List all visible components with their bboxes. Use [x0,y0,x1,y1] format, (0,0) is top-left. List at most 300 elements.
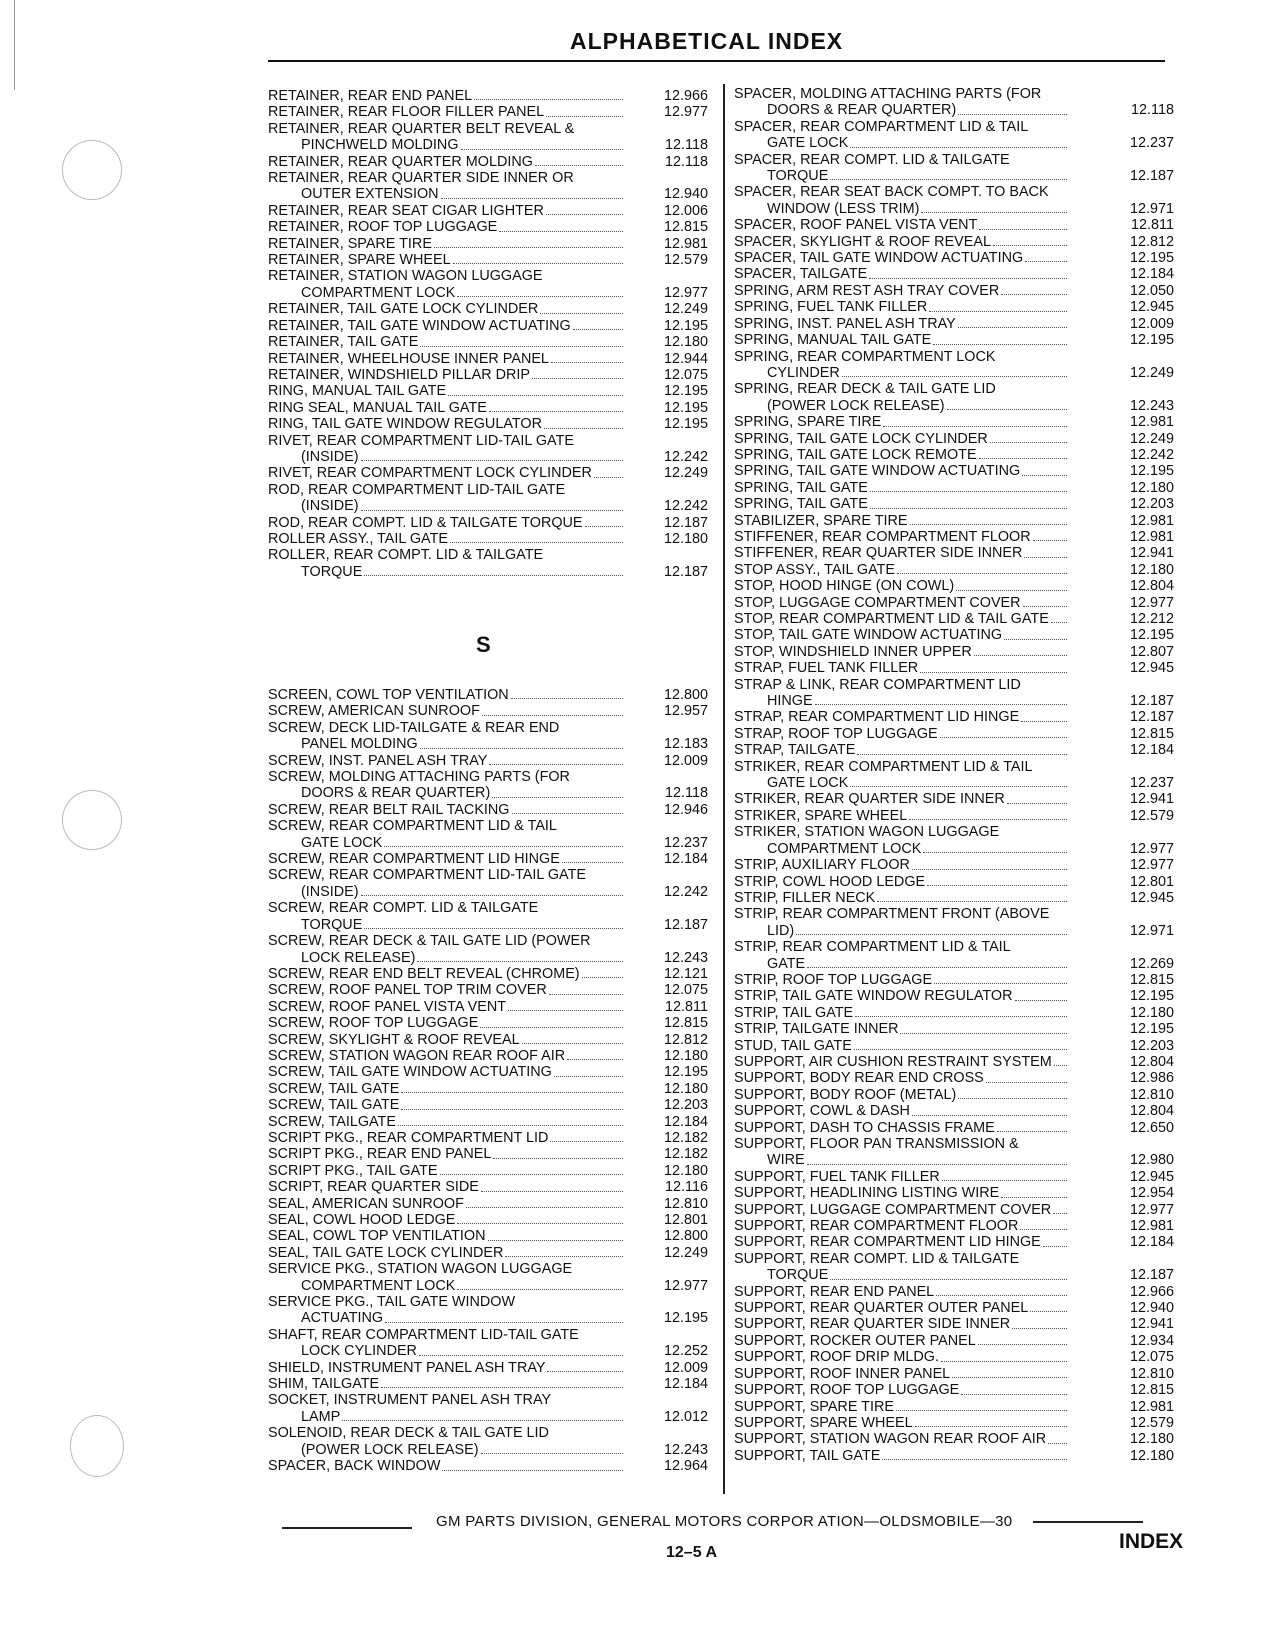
index-label: INDEX [1119,1530,1184,1553]
dot-leader [419,1355,623,1356]
dot-leader [1024,557,1067,558]
index-entry-page: 12.182 [663,1146,708,1163]
index-entry-text: STIFFENER, REAR QUARTER SIDE INNER [734,545,1023,562]
dot-leader [897,573,1067,574]
index-entry [734,1218,1174,1234]
index-entry [268,999,708,1015]
index-entry-page: 12.944 [663,350,708,367]
index-entry-text: RETAINER, REAR END PANEL [268,88,473,104]
index-entry-text: STABILIZER, SPARE TIRE [734,512,908,529]
index-entry-text: SUPPORT, FUEL TANK FILLER [734,1168,940,1185]
index-entry-page: 12.945 [1129,889,1174,906]
footer-rule-left [282,1527,412,1529]
index-entry-page: 12.184 [663,1113,708,1130]
index-entry-page: 12.800 [663,687,708,703]
dot-leader [1033,540,1067,541]
index-entry-page: 12.815 [663,1015,708,1032]
index-entry [268,104,708,120]
index-entry-text: PANEL MOLDING [301,736,418,753]
index-entry [734,1251,1174,1267]
index-entry-text: STRAP, FUEL TANK FILLER [734,660,919,677]
index-entry-text: RETAINER, REAR QUARTER BELT REVEAL & [268,120,575,137]
index-entry-text: SCREW, ROOF PANEL TOP TRIM COVER [268,982,547,999]
index-entry-page: 12.195 [663,1064,708,1081]
index-entry [268,1261,708,1277]
dot-leader [929,311,1067,312]
index-entry-text: RETAINER, REAR SEAT CIGAR LIGHTER [268,202,544,219]
dot-leader [547,1371,623,1372]
index-entry-page: 12.075 [663,366,708,383]
dot-leader [912,869,1067,870]
index-entry-text: COMPARTMENT LOCK [301,1277,456,1294]
index-entry-text: SCREW, TAIL GATE WINDOW ACTUATING [268,1064,552,1081]
index-entry [268,449,708,465]
index-entry-text: SUPPORT, SPARE WHEEL [734,1414,913,1431]
dot-leader [480,1027,623,1028]
dot-leader [381,1387,623,1388]
index-entry-text: SUPPORT, LUGGAGE COMPARTMENT COVER [734,1201,1052,1218]
index-entry-text: STRIKER, REAR COMPARTMENT LID & TAIL [734,758,1033,775]
index-entry-page: 12.804 [1129,578,1174,595]
index-entry-page: 12.966 [1129,1283,1174,1300]
dot-leader [942,1180,1067,1181]
index-entry-text: STOP, HOOD HINGE (ON COWL) [734,578,955,595]
index-entry-text: SPRING, TAIL GATE LOCK REMOTE [734,446,977,463]
index-entry-text: SPACER, REAR SEAT BACK COMPT. TO BACK [734,184,1049,201]
index-entry [734,135,1174,151]
index-entry [268,884,708,900]
index-entry [268,1327,708,1343]
dot-leader [546,214,623,215]
index-entry-text: SEAL, AMERICAN SUNROOF [268,1195,464,1212]
index-entry [734,923,1174,939]
index-entry [734,578,1174,594]
dot-leader [554,1076,623,1077]
dot-leader [474,99,623,100]
index-entry [268,433,708,449]
index-entry [268,1114,708,1130]
index-entry-text: SPRING, FUEL TANK FILLER [734,299,928,316]
index-entry [268,736,708,752]
index-entry-text: SCRIPT PKG., REAR COMPARTMENT LID [268,1129,549,1146]
index-entry [268,351,708,367]
dot-leader [505,1256,623,1257]
index-entry-text: ACTUATING [301,1310,384,1327]
index-entry-page: 12.811 [1131,217,1174,234]
index-entry-page: 12.118 [1131,102,1174,119]
index-entry [734,1152,1174,1168]
index-entry [734,627,1174,643]
index-entry [734,906,1174,922]
index-entry-text: (POWER LOCK RELEASE) [301,1441,479,1458]
index-entry-text: STRIP, ROOF TOP LUGGAGE [734,971,933,988]
dot-leader [493,1158,623,1159]
index-entry-page: 12.009 [663,752,708,769]
index-entry-text: LAMP [301,1408,341,1425]
dot-leader [877,901,1067,902]
index-entry-text: STRIP, AUXILIARY FLOOR [734,857,910,874]
index-entry-text: STRIP, REAR COMPARTMENT LID & TAIL [734,939,1011,956]
index-entry-text: RETAINER, REAR QUARTER MOLDING [268,153,533,170]
index-entry-text: SPRING, REAR COMPARTMENT LOCK [734,348,996,365]
index-entry-page: 12.203 [663,1097,708,1114]
index-entry-text: STRAP, TAILGATE [734,742,856,759]
index-entry-text: WINDOW (LESS TRIM) [767,200,920,217]
index-entry-page: 12.941 [1129,1316,1174,1333]
dot-leader [398,1125,623,1126]
index-entry-page: 12.249 [1129,430,1174,447]
index-entry-page: 12.980 [1129,1152,1174,1169]
index-entry [734,1399,1174,1415]
index-entry [268,416,708,432]
index-entry [734,841,1174,857]
dot-leader [990,442,1067,443]
index-entry-text: STOP, LUGGAGE COMPARTMENT COVER [734,594,1021,611]
index-entry-page: 12.934 [1129,1332,1174,1349]
dot-leader [585,526,623,527]
dot-leader [934,983,1067,984]
index-entry-page: 12.977 [1129,594,1174,611]
index-entry-text: STRAP & LINK, REAR COMPARTMENT LID [734,676,1021,693]
index-entry [268,236,708,252]
dot-leader [910,524,1067,525]
index-entry [734,447,1174,463]
index-entry [268,769,708,785]
dot-leader [842,376,1067,377]
dot-leader [921,212,1067,213]
index-entry [734,1120,1174,1136]
index-entry-page: 12.940 [1129,1300,1174,1317]
index-entry-text: STIFFENER, REAR COMPARTMENT FLOOR [734,528,1031,545]
dot-leader [401,1109,623,1110]
index-entry-text: OUTER EXTENSION [301,186,439,203]
dot-leader [869,278,1067,279]
index-entry [734,1103,1174,1119]
index-entry-page: 12.118 [665,153,708,170]
index-entry [734,595,1174,611]
index-entry [734,1202,1174,1218]
dot-leader [978,1344,1067,1345]
index-entry-page: 12.981 [1129,1398,1174,1415]
index-entry [734,988,1174,1004]
index-entry [734,332,1174,348]
index-entry-text: SUPPORT, BODY REAR END CROSS [734,1070,984,1087]
index-entry [268,982,708,998]
index-entry [734,1005,1174,1021]
index-entry-page: 12.195 [663,399,708,416]
index-entry-text: SPACER, BACK WINDOW [268,1458,441,1475]
index-entry-page: 12.964 [663,1458,708,1475]
index-entry-page: 12.243 [663,949,708,966]
dot-leader [522,1043,623,1044]
index-entry [268,1310,708,1326]
dot-leader [1030,1311,1067,1312]
index-entry-page: 12.815 [1129,1382,1174,1399]
index-entry [734,398,1174,414]
dot-leader [364,575,623,576]
index-entry [734,414,1174,430]
index-entry [734,513,1174,529]
index-entry [268,1409,708,1425]
index-entry-text: SPRING, TAIL GATE [734,479,868,496]
index-entry [734,824,1174,840]
index-entry-text: LOCK RELEASE) [301,949,416,966]
dot-leader [952,1377,1067,1378]
index-entry-text: RING, MANUAL TAIL GATE [268,383,447,400]
index-entry [268,400,708,416]
index-entry [268,1458,708,1474]
index-entry-text: STOP ASSY., TAIL GATE [734,561,896,578]
index-entry [734,1136,1174,1152]
title-rule [268,60,1165,62]
index-entry-page: 12.237 [1129,775,1174,792]
index-entry-page: 12.182 [663,1129,708,1146]
punch-hole-mark [70,1415,124,1477]
dot-leader [857,754,1067,755]
dot-leader [492,797,623,798]
index-entry-text: SPACER, REAR COMPARTMENT LID & TAIL [734,118,1029,135]
index-entry-text: TORQUE [301,563,363,580]
dot-leader [958,114,1067,115]
dot-leader [481,1453,623,1454]
dot-leader [546,116,623,117]
index-entry [734,1300,1174,1316]
index-entry-text: SCREW, REAR COMPT. LID & TAILGATE [268,900,539,917]
index-entry-text: GATE [767,955,806,972]
index-entry-text: STRIKER, SPARE WHEEL [734,807,908,824]
dot-leader [979,229,1067,230]
index-entry [268,482,708,498]
index-entry-page: 12.242 [663,498,708,515]
index-entry-text: SUPPORT, HEADLINING LISTING WIRE [734,1185,1000,1202]
index-entry-text: SERVICE PKG., STATION WAGON LUGGAGE [268,1261,573,1278]
index-entry-page: 12.195 [663,317,708,334]
index-entry-text: SPRING, MANUAL TAIL GATE [734,332,932,349]
index-entry-page: 12.203 [1129,1037,1174,1054]
index-entry [268,547,708,563]
index-entry-text: RETAINER, WHEELHOUSE INNER PANEL [268,350,549,367]
index-entry-page: 12.180 [1129,561,1174,578]
index-entry-text: RIVET, REAR COMPARTMENT LID-TAIL GATE [268,432,574,449]
dot-leader [544,428,623,429]
index-entry-text: SPRING, SPARE TIRE [734,414,882,431]
dot-leader [442,1470,623,1471]
index-entry [734,1415,1174,1431]
index-entry [268,170,708,186]
index-entry-page: 12.121 [663,965,708,982]
dot-leader [1025,261,1067,262]
index-entry [268,121,708,137]
index-entry-page: 12.815 [1129,971,1174,988]
dot-leader [361,510,623,511]
index-entry [734,496,1174,512]
index-entry [734,283,1174,299]
index-entry-page: 12.012 [663,1408,708,1425]
dot-leader [549,994,623,995]
index-entry-page: 12.811 [665,998,708,1015]
index-entry [268,1048,708,1064]
dot-leader [830,179,1067,180]
dot-leader [923,852,1067,853]
index-entry [734,562,1174,578]
index-entry-text: SUPPORT, FLOOR PAN TRANSMISSION & [734,1136,1019,1152]
index-entry-text: SPRING, REAR DECK & TAIL GATE LID [734,381,996,398]
index-entry [268,917,708,933]
dot-leader [551,362,623,363]
index-entry-text: SPRING, TAIL GATE LOCK CYLINDER [734,430,988,447]
dot-leader [508,1010,623,1011]
index-entry [268,268,708,284]
index-entry-text: SPACER, TAILGATE [734,266,868,283]
index-entry-page: 12.118 [665,785,708,802]
index-entry-text: SCREW, TAIL GATE [268,1080,400,1097]
index-entry [268,465,708,481]
index-entry [268,1196,708,1212]
index-entry-text: SPACER, TAIL GATE WINDOW ACTUATING [734,250,1024,267]
dot-leader [1043,1246,1067,1247]
index-entry [734,939,1174,955]
index-entry-page: 12.187 [663,916,708,933]
index-entry-page: 12.977 [1129,1201,1174,1218]
index-entry-page: 12.977 [663,104,708,121]
index-entry [268,1425,708,1441]
index-entry [268,1179,708,1195]
index-entry-text: PINCHWELD MOLDING [301,137,459,154]
index-entry-text: RING, TAIL GATE WINDOW REGULATOR [268,416,542,433]
index-entry-text: SUPPORT, SPARE TIRE [734,1398,894,1415]
dot-leader [420,748,623,749]
index-entry-page: 12.187 [663,563,708,580]
index-entry-page: 12.946 [663,801,708,818]
index-entry [268,720,708,736]
index-entry [734,644,1174,660]
index-entry-text: STRIP, TAIL GATE WINDOW REGULATOR [734,988,1013,1005]
dot-leader [567,1059,623,1060]
dot-leader [1020,1229,1067,1230]
index-entry-page: 12.249 [663,1244,708,1261]
index-entry-page: 12.116 [665,1179,708,1196]
index-entry-page: 12.940 [663,186,708,203]
dot-leader [434,247,623,248]
index-entry-page: 12.579 [663,252,708,269]
index-entry [734,217,1174,233]
index-entry-page: 12.941 [1129,545,1174,562]
index-entry-text: SCREW, MOLDING ATTACHING PARTS (FOR [268,769,570,786]
dot-leader [815,704,1067,705]
index-entry-text: SUPPORT, REAR QUARTER SIDE INNER [734,1316,1011,1333]
dot-leader [1053,1213,1067,1214]
index-entry [734,775,1174,791]
index-entry-text: SEAL, COWL TOP VENTILATION [268,1228,486,1245]
index-entry [268,252,708,268]
dot-leader [453,263,623,264]
index-entry-text: RETAINER, REAR FLOOR FILLER PANEL [268,104,545,121]
index-entry [734,1431,1174,1447]
index-entry-text: SEAL, TAIL GATE LOCK CYLINDER [268,1244,504,1261]
dot-leader [855,1016,1067,1017]
index-entry-text: RETAINER, TAIL GATE LOCK CYLINDER [268,301,539,318]
index-entry-text: COMPARTMENT LOCK [301,284,456,301]
index-entry-page: 12.180 [663,1080,708,1097]
index-entry-text: SCREW, SKYLIGHT & ROOF REVEAL [268,1031,520,1048]
index-entry-page: 12.810 [1129,1365,1174,1382]
dot-leader [1015,1000,1067,1001]
left-index-column [268,88,708,580]
dot-leader [562,862,623,863]
dot-leader [933,344,1067,345]
index-entry [734,463,1174,479]
dot-leader [993,245,1067,246]
index-entry-text: WIRE [767,1152,805,1169]
index-entry-page: 12.966 [663,88,708,104]
index-entry-text: (POWER LOCK RELEASE) [767,397,945,414]
index-entry-text: STOP, TAIL GATE WINDOW ACTUATING [734,627,1003,644]
index-entry-text: SUPPORT, REAR END PANEL [734,1283,935,1300]
index-entry [268,515,708,531]
index-entry-page: 12.801 [1129,873,1174,890]
dot-leader [1022,475,1067,476]
index-entry-page: 12.579 [1129,807,1174,824]
index-entry-page: 12.242 [663,883,708,900]
index-entry-page: 12.195 [1129,627,1174,644]
dot-leader [342,1420,623,1421]
index-entry-page: 12.941 [1129,791,1174,808]
index-entry [268,950,708,966]
index-entry-page: 12.184 [1129,742,1174,759]
index-entry-text: SUPPORT, ROCKER OUTER PANEL [734,1332,976,1349]
index-entry-text: TORQUE [767,1267,829,1284]
index-entry-page: 12.180 [1129,1431,1174,1448]
index-entry [268,1163,708,1179]
index-entry [734,480,1174,496]
index-entry [734,759,1174,775]
index-entry [734,1448,1174,1464]
index-entry-text: SCREW, INST. PANEL ASH TRAY [268,752,488,769]
index-entry-text: SUPPORT, COWL & DASH [734,1103,910,1120]
index-entry-page: 12.195 [1129,1021,1174,1038]
dot-leader [920,672,1067,673]
index-entry-text: SHIELD, INSTRUMENT PANEL ASH TRAY [268,1359,546,1376]
index-entry [268,802,708,818]
index-entry [734,660,1174,676]
dot-leader [384,846,623,847]
dot-leader [420,346,623,347]
dot-leader [461,149,623,150]
section-letter: S [476,632,491,657]
index-entry [268,137,708,153]
index-entry [734,1087,1174,1103]
index-entry-text: SUPPORT, BODY ROOF (METAL) [734,1086,957,1103]
index-entry-text: ROLLER, REAR COMPT. LID & TAILGATE [268,547,544,564]
index-entry-text: SCREW, TAILGATE [268,1113,396,1130]
dot-leader [489,764,623,765]
index-entry-page: 12.184 [663,1376,708,1393]
index-entry [268,1376,708,1392]
index-entry-text: SCREW, STATION WAGON REAR ROOF AIR [268,1047,566,1064]
index-entry-page: 12.269 [1129,955,1174,972]
index-entry-text: SPRING, TAIL GATE [734,496,868,513]
index-entry [734,1333,1174,1349]
index-entry-page: 12.180 [1129,1004,1174,1021]
index-entry-text: ROLLER ASSY., TAIL GATE [268,530,448,547]
punch-hole-mark [62,790,122,850]
index-entry-page: 12.971 [1129,200,1174,217]
index-entry-text: DOORS & REAR QUARTER) [301,785,491,802]
index-entry-text: SOCKET, INSTRUMENT PANEL ASH TRAY [268,1392,552,1409]
index-entry-page: 12.812 [1129,233,1174,250]
index-entry-text: STOP, REAR COMPARTMENT LID & TAIL GATE [734,611,1049,627]
index-entry [268,334,708,350]
